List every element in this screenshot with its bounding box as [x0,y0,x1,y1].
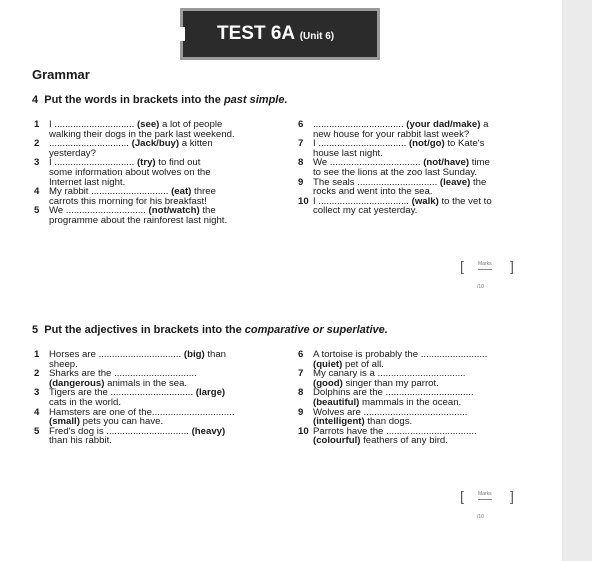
answer-blank: .................................. [329,157,421,169]
answer-blank: .............................. [65,205,146,217]
exercise-4-score-box: [ Marks ] /10 [460,258,514,290]
answer-blank: ............................. [91,186,169,198]
question-number: 1 [34,119,40,130]
question-item [34,388,266,407]
bracket-word: (not/watch) [145,205,203,217]
question-number: 5 [34,205,40,217]
question-line: carrots this morning for his breakfast! [49,195,207,207]
bracket-word: (Jack/buy) [128,138,182,150]
question-number: 7 [298,368,304,380]
bracket-word: (not/have) [420,157,472,169]
question-item [298,408,526,427]
question-number: 8 [298,387,304,399]
bracket-word: (dangerous) [49,377,105,389]
question-item [34,369,266,388]
question-text: I [313,195,319,207]
question-item [34,427,266,446]
question-line: programme about the rainforest last night. [49,214,228,226]
question-text: mammals in the ocean. [359,396,462,408]
answer-blank: .............................. [49,138,129,150]
question-text: to Kate's [447,138,485,150]
bracket-word: (not/go) [406,138,448,150]
question-item [298,197,526,216]
question-text: Tigers are the [49,387,111,399]
bracket-word: (large) [193,387,226,399]
answer-blank: .................................. [313,119,404,130]
right-margin-bar [562,0,592,561]
question-text: a [483,119,489,130]
question-text: than [207,349,227,360]
bracket-word: (see) [134,119,163,130]
question-item [298,369,526,388]
question-text: than dogs. [364,416,413,428]
question-line: new house for your rabbit last week? [313,128,470,140]
exercise-5-left-column [34,350,266,446]
question-text: feathers of any bird. [360,435,448,447]
question-number: 3 [34,157,40,169]
bracket-word: (intelligent) [313,416,365,428]
question-text: Wolves are [313,406,364,418]
question-item [34,158,266,187]
question-item [34,350,266,369]
question-text: three [194,186,216,198]
question-text: animals in the sea. [104,377,188,389]
question-number: 8 [298,157,304,169]
question-text: A tortoise is probably the [313,349,421,360]
bracket-word: (walk) [408,195,442,207]
question-line: house last night. [313,147,383,159]
question-number: 2 [34,138,40,150]
question-line: rocks and went into the sea. [313,186,433,198]
bracket-word: (good) [313,377,343,389]
question-text: The seals [313,176,358,188]
question-line: collect my cat yesterday. [313,205,418,217]
question-text: Fred's dog is [49,425,107,437]
question-number: 6 [298,349,304,360]
question-text: a lot of people [162,119,223,130]
question-number: 9 [298,406,304,418]
question-text: Horses are [49,349,99,360]
answer-blank: ................................. [385,387,474,399]
question-text: Parrots have the [313,425,387,437]
question-line: to see the lions at the zoo last Sunday. [313,166,478,178]
exercise-5-right-column [298,350,526,446]
question-number: 4 [34,406,40,418]
question-item [34,187,266,206]
question-text: My canary is a [313,368,378,380]
question-number: 10 [298,425,309,437]
question-number: 9 [298,176,304,188]
answer-blank: .............................. [54,119,135,130]
question-item [298,139,526,158]
answer-blank: ............................... [114,368,197,380]
question-text: sheep. [49,358,78,370]
bracket-word: (big) [181,349,208,360]
bracket-word: (leave) [437,176,473,188]
question-text: I [313,138,319,150]
question-line [313,436,526,446]
answer-blank: ............................... [110,387,194,399]
answer-blank: ....................................... [363,406,468,418]
question-item [298,158,526,177]
question-line: some information about wolves on the [49,166,211,178]
bracket-word: (colourful) [313,435,361,447]
question-number: 4 [34,186,40,198]
question-line [49,436,266,446]
answer-blank: .............................. [357,176,438,188]
answer-blank: ................................. [377,368,466,380]
question-text: a kitten [181,138,213,150]
question-text: We [49,205,66,217]
question-item [298,388,526,407]
question-text: pet of all. [342,358,384,370]
banner-notch [180,27,185,41]
test-title-banner [180,8,380,60]
section-heading: Grammar [32,67,90,82]
question-text: the [472,176,487,188]
exercise-4-title: 4 Put the words in brackets into the past simple. [32,94,288,106]
question-number: 7 [298,138,304,150]
question-text: Hamsters are one of the [49,406,152,418]
question-text: I [49,119,55,130]
bracket-word: (small) [49,416,80,428]
exercise-5-title: 5 Put the adjectives in brackets into the comparative or superlative. [32,324,388,336]
answer-blank: .............................. [54,157,135,169]
question-text: singer than my parrot. [342,377,439,389]
test-title: TEST 6A (Unit 6) [217,23,335,44]
answer-blank: ................................. [318,138,407,150]
answer-blank: ......................... [420,349,488,360]
answer-blank: ............................... [98,349,182,360]
answer-blank: ............................... [106,425,189,437]
answer-blank: ............................... [151,406,235,418]
question-item [34,139,266,158]
bracket-word: (your dad/make) [403,119,484,130]
question-number: 2 [34,368,40,380]
question-item [34,408,266,427]
question-text: than his rabbit. [49,435,112,447]
question-item [34,206,266,225]
bracket-word: (beautiful) [313,396,360,408]
question-number: 1 [34,349,40,360]
exercise-5-score-box: [ Marks ] /10 [460,488,514,520]
question-number: 6 [298,119,304,130]
question-text: pets you can have. [79,416,164,428]
exercise-4-left-column [34,120,266,226]
unit-label: (Unit 6) [299,31,335,42]
question-number: 5 [34,425,40,437]
question-line [49,350,266,360]
bracket-word: (heavy) [188,425,226,437]
question-item [298,427,526,446]
bracket-word: (try) [134,157,159,169]
question-line: walking their dogs in the park last weekend. [49,128,235,140]
bracket-word: (quiet) [313,358,343,370]
answer-blank: .................................. [386,425,477,437]
question-text: to the vet to [441,195,492,207]
question-line: Internet last night. [49,176,126,188]
question-text: My rabbit [49,186,92,198]
question-item [34,120,266,139]
question-text: the [202,205,216,217]
bracket-word: (eat) [168,186,195,198]
question-number: 3 [34,387,40,399]
question-item [298,120,526,139]
question-text: time [471,157,490,169]
question-item [298,178,526,197]
answer-blank: .................................. [318,195,409,207]
question-text: Sharks are the [49,368,115,380]
question-line: yesterday? [49,147,96,159]
question-text: Dolphins are the [313,387,386,399]
question-text: I [49,157,55,169]
question-text: cats in the world. [49,396,121,408]
question-number: 10 [298,195,309,207]
question-text: We [313,157,330,169]
question-text: to find out [158,157,201,169]
question-item [298,350,526,369]
exercise-4-right-column [298,120,526,216]
